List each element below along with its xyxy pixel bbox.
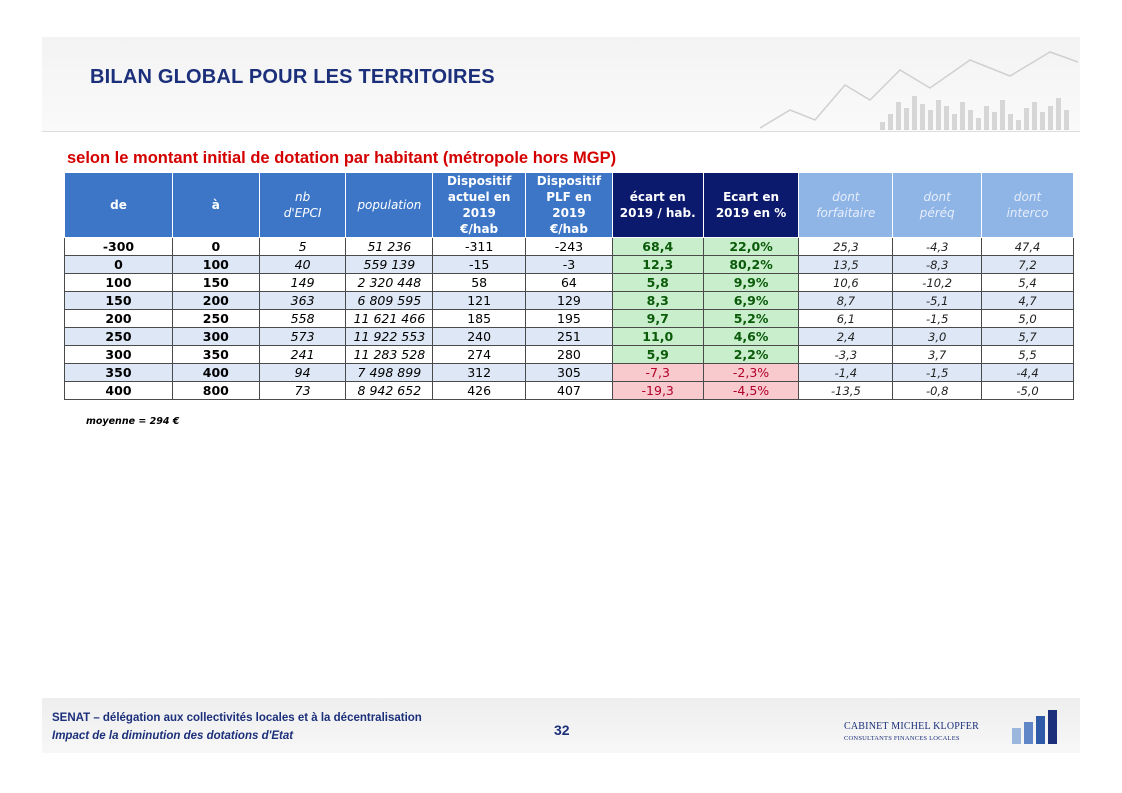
cell-nb-epci: 149 [259,274,346,292]
cell-interco: -5,0 [982,382,1074,400]
col-header-nb-epci: nb d'EPCI [259,173,346,238]
cell-pereq: 3,0 [893,328,982,346]
cell-ecart-pct: 80,2% [703,256,799,274]
cell-de: 300 [65,346,173,364]
cell-forfaitaire: 13,5 [799,256,893,274]
cell-population: 8 942 652 [346,382,433,400]
col-header-ecart-pct: Ecart en 2019 en % [703,173,799,238]
cell-plf: 305 [526,364,613,382]
cell-actuel: 121 [433,292,526,310]
cell-a: 350 [172,346,259,364]
footer-subject: Impact de la diminution des dotations d'Etat [52,730,294,742]
cell-actuel: 240 [433,328,526,346]
cell-actuel: 312 [433,364,526,382]
cell-forfaitaire: -1,4 [799,364,893,382]
cell-actuel: 274 [433,346,526,364]
cell-pereq: -10,2 [893,274,982,292]
cell-a: 300 [172,328,259,346]
table-row [65,346,1074,364]
cell-ecart-hab: 5,9 [612,346,703,364]
cell-population: 6 809 595 [346,292,433,310]
cell-population: 559 139 [346,256,433,274]
cell-ecart-hab: 5,8 [612,274,703,292]
cell-forfaitaire: 6,1 [799,310,893,328]
cell-de: 0 [65,256,173,274]
cell-actuel: -311 [433,238,526,256]
cell-pereq: -4,3 [893,238,982,256]
cell-ecart-pct: 6,9% [703,292,799,310]
cell-nb-epci: 241 [259,346,346,364]
cell-a: 150 [172,274,259,292]
cell-pereq: -1,5 [893,310,982,328]
cell-plf: -3 [526,256,613,274]
cell-interco: 7,2 [982,256,1074,274]
table-row [65,274,1074,292]
cell-ecart-hab: 12,3 [612,256,703,274]
cell-de: 400 [65,382,173,400]
cell-ecart-pct: 9,9% [703,274,799,292]
cell-nb-epci: 73 [259,382,346,400]
cell-de: 200 [65,310,173,328]
cell-population: 2 320 448 [346,274,433,292]
cell-a: 250 [172,310,259,328]
cell-a: 100 [172,256,259,274]
cell-forfaitaire: 10,6 [799,274,893,292]
average-footnote: moyenne = 294 € [86,416,180,427]
brand-tagline: CONSULTANTS FINANCES LOCALES [844,735,960,742]
cell-de: 100 [65,274,173,292]
table-row [65,256,1074,274]
cell-ecart-pct: 2,2% [703,346,799,364]
cell-interco: 4,7 [982,292,1074,310]
cell-plf: 64 [526,274,613,292]
cell-population: 11 283 528 [346,346,433,364]
cell-pereq: -8,3 [893,256,982,274]
cell-ecart-pct: -4,5% [703,382,799,400]
table-row [65,238,1074,256]
cell-ecart-hab: 11,0 [612,328,703,346]
cell-plf: 129 [526,292,613,310]
cell-forfaitaire: -3,3 [799,346,893,364]
col-header-dispositif-plf: Dispositif PLF en 2019 €/hab [526,173,613,238]
cell-a: 400 [172,364,259,382]
col-header-forfaitaire: dont forfaitaire [799,173,893,238]
cell-interco: 5,4 [982,274,1074,292]
cell-nb-epci: 94 [259,364,346,382]
cell-ecart-pct: -2,3% [703,364,799,382]
cell-population: 51 236 [346,238,433,256]
col-header-ecart-hab: écart en 2019 / hab. [612,173,703,238]
cell-de: 250 [65,328,173,346]
cell-nb-epci: 558 [259,310,346,328]
cell-ecart-hab: 9,7 [612,310,703,328]
footer-source: SENAT – délégation aux collectivités locales et à la décentralisation [52,712,422,724]
cell-a: 200 [172,292,259,310]
cell-actuel: 185 [433,310,526,328]
cell-ecart-hab: -7,3 [612,364,703,382]
col-header-interco: dont interco [982,173,1074,238]
col-header-de: de [65,173,173,238]
cell-forfaitaire: 2,4 [799,328,893,346]
table-subtitle: selon le montant initial de dotation par habitant (métropole hors MGP) [67,149,617,167]
brand-logo-icon [1010,710,1058,746]
cell-actuel: 58 [433,274,526,292]
cell-interco: 5,0 [982,310,1074,328]
cell-population: 11 621 466 [346,310,433,328]
cell-actuel: -15 [433,256,526,274]
cell-plf: 280 [526,346,613,364]
cell-ecart-pct: 4,6% [703,328,799,346]
cell-interco: 47,4 [982,238,1074,256]
data-table [64,172,1074,400]
table-row [65,292,1074,310]
cell-interco: -4,4 [982,364,1074,382]
cell-nb-epci: 5 [259,238,346,256]
cell-actuel: 426 [433,382,526,400]
cell-interco: 5,7 [982,328,1074,346]
cell-a: 800 [172,382,259,400]
cell-pereq: -1,5 [893,364,982,382]
cell-population: 7 498 899 [346,364,433,382]
cell-nb-epci: 40 [259,256,346,274]
col-header-population: population [346,173,433,238]
cell-a: 0 [172,238,259,256]
cell-nb-epci: 363 [259,292,346,310]
page-title: BILAN GLOBAL POUR LES TERRITOIRES [90,66,495,88]
cell-plf: -243 [526,238,613,256]
col-header-dispositif-actuel: Dispositif actuel en 2019 €/hab [433,173,526,238]
page-number: 32 [554,722,570,738]
cell-pereq: 3,7 [893,346,982,364]
table-row [65,328,1074,346]
cell-forfaitaire: -13,5 [799,382,893,400]
cell-ecart-hab: 8,3 [612,292,703,310]
cell-pereq: -5,1 [893,292,982,310]
cell-de: 150 [65,292,173,310]
table-row [65,364,1074,382]
cell-population: 11 922 553 [346,328,433,346]
cell-plf: 251 [526,328,613,346]
cell-pereq: -0,8 [893,382,982,400]
cell-ecart-pct: 22,0% [703,238,799,256]
cell-de: 350 [65,364,173,382]
cell-ecart-hab: -19,3 [612,382,703,400]
cell-de: -300 [65,238,173,256]
cell-plf: 195 [526,310,613,328]
cell-ecart-pct: 5,2% [703,310,799,328]
cell-plf: 407 [526,382,613,400]
header-chart-decoration [760,40,1080,132]
table-header-row [65,173,1074,238]
cell-interco: 5,5 [982,346,1074,364]
cell-forfaitaire: 25,3 [799,238,893,256]
cell-nb-epci: 573 [259,328,346,346]
table-row [65,310,1074,328]
col-header-a: à [172,173,259,238]
cell-ecart-hab: 68,4 [612,238,703,256]
cell-forfaitaire: 8,7 [799,292,893,310]
brand-name: CABINET MICHEL KLOPFER [844,721,979,732]
col-header-pereq: dont péréq [893,173,982,238]
table-row [65,382,1074,400]
